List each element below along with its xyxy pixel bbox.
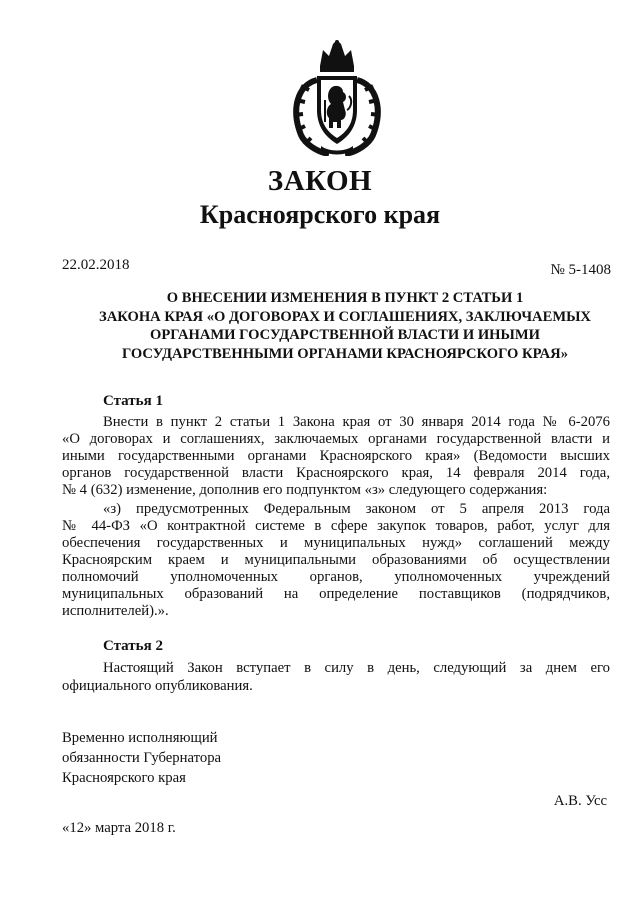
article-1-line: полномочий уполномоченных органов, уполномоченных учреждений — [62, 569, 610, 585]
article-1-line: обеспечения государственных и муниципальных нужд» соглашений между — [62, 535, 610, 551]
signatory-name: А.В. Усс — [553, 793, 607, 809]
article-2-line: Настоящий Закон вступает в силу в день, следующий за днем его — [103, 660, 610, 676]
law-heading — [75, 289, 615, 363]
article-1-line: муниципальных образований на определение поставщиков (подрядчиков, — [62, 586, 610, 602]
article-2-line: официального опубликования. — [62, 678, 253, 694]
article-1-line: иными государственными органами Красноярского края» (Ведомости высших — [62, 448, 610, 464]
heading-line: ГОСУДАРСТВЕННЫМИ ОРГАНАМИ КРАСНОЯРСКОГО КРАЯ» — [121, 345, 569, 362]
article-1-title: Статья 1 — [103, 393, 163, 409]
heading-line: ЗАКОНА КРАЯ «О ДОГОВОРАХ И СОГЛАШЕНИЯХ, ЗАКЛЮЧАЕМЫХ — [99, 308, 591, 325]
article-1-line: № 44-ФЗ «О контрактной системе в сфере закупок товаров, работ, услуг для — [62, 518, 610, 534]
signature-position-line: Красноярского края — [62, 770, 186, 786]
law-number: № 5-1408 — [550, 262, 611, 278]
signing-date: «12» марта 2018 г. — [62, 820, 176, 836]
article-1-line: исполнителей).». — [62, 603, 169, 619]
article-1-line: Красноярским краем и муниципальными образованиями об осуществлении — [62, 552, 610, 568]
law-title: ЗАКОН — [267, 165, 373, 197]
article-1-line: «з) предусмотренных Федеральным законом от 5 апреля 2013 года — [103, 501, 610, 517]
law-subtitle: Красноярского края — [199, 200, 441, 229]
article-2-title: Статья 2 — [103, 638, 163, 654]
coat-of-arms-icon — [287, 40, 387, 156]
heading-line: ОРГАНАМИ ГОСУДАРСТВЕННОЙ ВЛАСТИ И ИНЫМИ — [150, 327, 540, 343]
article-1-line: «О договорах и соглашениях, заключаемых органами государственной власти и — [62, 431, 610, 447]
article-1-line: органов государственной власти Красноярского края, 14 февраля 2014 года, — [62, 465, 610, 481]
signature-position-line: Временно исполняющий — [62, 730, 218, 746]
article-1-line: № 4 (632) изменение, дополнив его подпунктом «з» следующего содержания: — [62, 482, 548, 498]
article-1-line: Внести в пункт 2 статьи 1 Закона края от 30 января 2014 года № 6-2076 — [103, 414, 610, 430]
heading-line: О ВНЕСЕНИИ ИЗМЕНЕНИЯ В ПУНКТ 2 СТАТЬИ 1 — [166, 290, 524, 306]
law-date: 22.02.2018 — [62, 257, 130, 273]
signature-position-line: обязанности Губернатора — [62, 750, 222, 766]
